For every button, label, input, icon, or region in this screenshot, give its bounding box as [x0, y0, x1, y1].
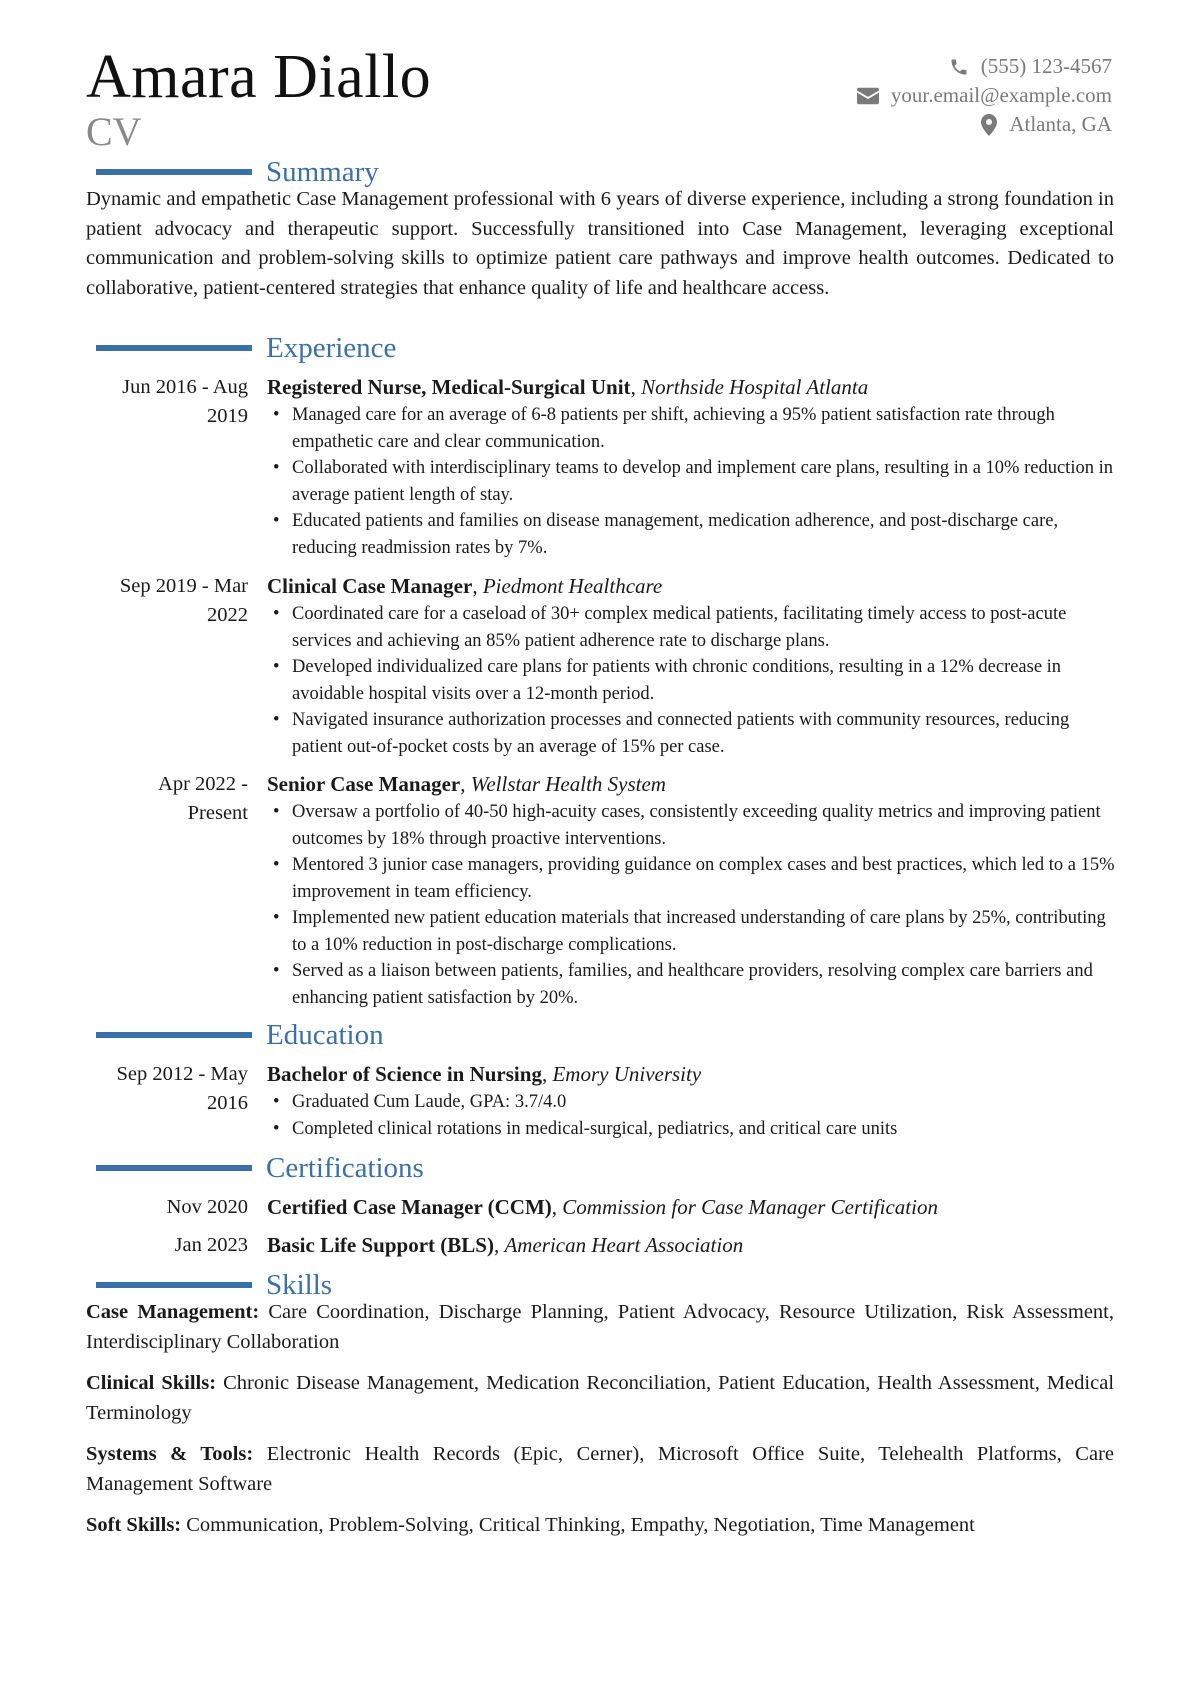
bullet-dot: • [273, 405, 280, 425]
certifications-heading: Certifications [266, 1152, 424, 1184]
job-title: Senior Case Manager [267, 772, 461, 796]
separator: , [460, 772, 471, 796]
entry-body [267, 1193, 1117, 1222]
bullet-text: Mentored 3 junior case managers, providing guidance on complex cases and best practices, which led to a 15% improvement in team efficiency. [292, 855, 1115, 902]
date-start: Jun 2016 - Aug [122, 376, 248, 398]
phone-icon [949, 57, 969, 77]
job-title: Registered Nurse, Medical-Surgical Unit [267, 375, 631, 399]
entry-body [267, 1060, 1117, 1142]
bullet-dot: • [273, 511, 280, 531]
entry-body [267, 373, 1117, 561]
education-heading: Education [266, 1019, 384, 1051]
skill-list: Communication, Problem-Solving, Critical Thinking, Empathy, Negotiation, Time Management [181, 1514, 975, 1536]
experience-heading: Experience [266, 332, 397, 364]
employer: Piedmont Healthcare [482, 574, 663, 598]
entry-date [86, 1060, 248, 1118]
section-divider-bar [96, 1282, 252, 1288]
entry-body [267, 770, 1117, 1011]
skill-group [86, 1298, 1114, 1357]
experience-section-header [96, 331, 396, 365]
skill-category: Clinical Skills: [86, 1372, 217, 1394]
entry-body [267, 572, 1117, 760]
bullet-item [267, 455, 1117, 508]
skill-category: Systems & Tools: [86, 1443, 254, 1465]
contact-email[interactable] [857, 81, 1112, 110]
skill-category: Soft Skills: [86, 1514, 182, 1536]
bullet-item [267, 601, 1117, 654]
email-address: your.email@example.com [890, 83, 1112, 107]
bullet-item [267, 508, 1117, 561]
certifications-section-header [96, 1151, 424, 1185]
bullet-text: Implemented new patient education materials that increased understanding of care plans by 25%, contributing to a 10% reduction in post-discharge complications. [292, 908, 1106, 955]
section-divider-bar [96, 345, 252, 351]
bullet-dot: • [273, 1092, 280, 1112]
bullet-item [267, 654, 1117, 707]
bullet-item [267, 707, 1117, 760]
bullet-dot: • [273, 604, 280, 624]
date-end: 2016 [207, 1092, 248, 1114]
entry-heading [267, 1060, 1117, 1089]
date-start: Sep 2019 - Mar [119, 575, 248, 597]
section-divider-bar [96, 1165, 252, 1171]
bullet-text: Managed care for an average of 6-8 patients per shift, achieving a 95% patient satisfaction rate through empathetic care and clear communication. [292, 405, 1055, 452]
entry-date [86, 770, 248, 828]
bullet-item [267, 799, 1117, 852]
date-end: 2019 [207, 405, 248, 427]
bullet-item [267, 1089, 1117, 1116]
certification-name: Certified Case Manager (CCM) [267, 1195, 552, 1219]
job-title: Clinical Case Manager [267, 574, 473, 598]
skills-section-header [96, 1268, 332, 1302]
date-end: Present [187, 802, 248, 824]
contact-phone[interactable] [857, 52, 1112, 81]
envelope-icon [857, 87, 879, 105]
bullet-item [267, 1116, 1117, 1143]
separator: , [630, 375, 642, 399]
institution: Emory University [552, 1062, 702, 1086]
location-text: Atlanta, GA [1009, 112, 1112, 136]
education-section-header [96, 1018, 384, 1052]
issuer: Commission for Case Manager Certification [562, 1195, 938, 1219]
skills-heading: Skills [266, 1269, 333, 1301]
contact-location [857, 110, 1112, 139]
bullet-list [267, 1089, 1117, 1142]
candidate-name: Amara Diallo [86, 43, 432, 111]
contact-block [857, 52, 1112, 139]
bullet-item [267, 852, 1117, 905]
bullet-list [267, 799, 1117, 1011]
skill-list: Chronic Disease Management, Medication Reconciliation, Patient Education, Health Assessment, Medical Terminology [86, 1372, 1115, 1424]
bullet-text: Coordinated care for a caseload of 30+ complex medical patients, facilitating timely access to post-acute services and achieving an 85% patient adherence rate to discharge plans. [292, 604, 1067, 651]
map-pin-icon [981, 114, 997, 136]
bullet-dot: • [273, 657, 280, 677]
bullet-dot: • [273, 1118, 280, 1139]
entry-date: Nov 2020 [166, 1196, 248, 1218]
issuer: American Heart Association [504, 1233, 744, 1257]
bullet-text: Served as a liaison between patients, families, and healthcare providers, resolving complex care barriers and enhancing patient satisfaction by 20%. [292, 961, 1093, 1008]
entry-date: Jan 2023 [174, 1234, 248, 1256]
summary-section-header [96, 155, 379, 189]
employer: Wellstar Health System [470, 772, 666, 796]
bullet-text: Graduated Cum Laude, GPA: 3.7/4.0 [292, 1092, 567, 1112]
bullet-dot: • [273, 908, 280, 928]
entry-heading [267, 1193, 1117, 1222]
date-start: Apr 2022 - [158, 773, 248, 795]
bullet-dot: • [273, 855, 280, 875]
summary-text: Dynamic and empathetic Case Management professional with 6 years of diverse experience, including a strong foundation in patient advocacy and therapeutic support. Successfully transitioned into Case Management, leveraging exceptional communication and problem-solving skills to optimize patient care pathways and improve health outcomes. Dedicated to collaborative, patient-centered strategies that enhance quality of life and healthcare access. [86, 188, 1114, 299]
document-subtitle: CV [86, 109, 142, 154]
skill-group [86, 1511, 1114, 1541]
employer: Northside Hospital Atlanta [641, 375, 869, 399]
separator: , [551, 1195, 563, 1219]
bullet-dot: • [273, 458, 280, 478]
bullet-text: Oversaw a portfolio of 40-50 high-acuity cases, consistently exceeding quality metrics and improving patient outcomes by 18% through proactive interventions. [292, 802, 1101, 849]
skill-group [86, 1369, 1114, 1428]
bullet-text: Collaborated with interdisciplinary teams to develop and implement care plans, resulting in a 10% reduction in average patient length of stay. [292, 458, 1113, 505]
entry-date [86, 572, 248, 630]
date-start: Sep 2012 - May [116, 1063, 248, 1085]
entry-heading [267, 1231, 1117, 1260]
bullet-dot: • [273, 710, 280, 730]
section-divider-bar [96, 169, 252, 175]
bullet-dot: • [273, 802, 280, 822]
skill-group [86, 1440, 1114, 1499]
bullet-text: Navigated insurance authorization processes and connected patients with community resources, reducing patient out-of-pocket costs by an average of 15% per case. [292, 710, 1070, 757]
certification-name: Basic Life Support (BLS) [267, 1233, 494, 1257]
bullet-list [267, 402, 1117, 561]
bullet-item [267, 905, 1117, 958]
bullet-item [267, 402, 1117, 455]
separator: , [541, 1062, 553, 1086]
bullet-text: Completed clinical rotations in medical-surgical, pediatrics, and critical care units [292, 1118, 898, 1139]
bullet-text: Educated patients and families on disease management, medication adherence, and post-discharge care, reducing readmission rates by 7%. [292, 511, 1059, 558]
entry-body [267, 1231, 1117, 1260]
summary-heading: Summary [266, 156, 379, 188]
entry-heading [267, 373, 1117, 402]
entry-heading [267, 770, 1117, 799]
date-end: 2022 [207, 604, 248, 626]
bullet-text: Developed individualized care plans for patients with chronic conditions, resulting in a 12% decrease in avoidable hospital visits over a 12-month period. [292, 657, 1062, 704]
bullet-item [267, 958, 1117, 1011]
entry-heading [267, 572, 1117, 601]
section-divider-bar [96, 1032, 252, 1038]
skill-list: Electronic Health Records (Epic, Cerner), Microsoft Office Suite, Telehealth Platforms, Care Management Software [86, 1443, 1115, 1495]
separator: , [493, 1233, 505, 1257]
bullet-list [267, 601, 1117, 760]
bullet-dot: • [273, 961, 280, 981]
entry-date [86, 373, 248, 431]
skill-list: Care Coordination, Discharge Planning, Patient Advocacy, Resource Utilization, Risk Assessment, Interdisciplinary Collaboration [86, 1301, 1114, 1353]
skill-category: Case Management: [86, 1301, 260, 1323]
degree: Bachelor of Science in Nursing [267, 1062, 542, 1086]
phone-number: (555) 123-4567 [980, 54, 1112, 78]
separator: , [472, 574, 483, 598]
